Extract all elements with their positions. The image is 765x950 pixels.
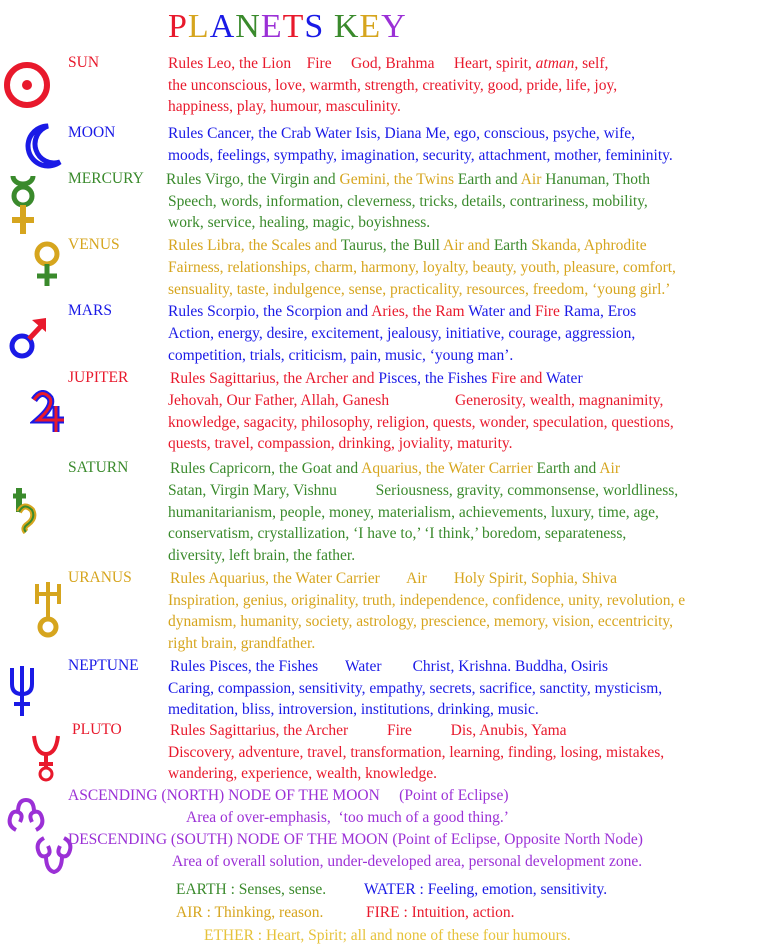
planet-name-saturn: SATURN	[68, 459, 129, 476]
north-node-line-1: ASCENDING (NORTH) NODE OF THE MOON (Point of Eclipse)	[68, 787, 509, 804]
pluto-line-1: Rules Sagittarius, the Archer Fire Dis, Anubis, Yama	[170, 722, 567, 739]
mercury-line-1: Rules Virgo, the Virgin and Gemini, the Twins Earth and Air Hanuman, Thoth	[166, 171, 651, 188]
title-letter	[324, 8, 334, 45]
planet-name-mars: MARS	[68, 302, 112, 319]
mars-line-2: Action, energy, desire, excitement, jealousy, initiative, courage, aggression,	[168, 325, 636, 342]
jupiter-line-1: Rules Sagittarius, the Archer and Pisces, the Fishes Fire and Water	[170, 370, 583, 387]
planet-name-mercury: MERCURY	[68, 170, 144, 187]
pluto-icon	[30, 732, 62, 782]
title-letter: P	[168, 8, 188, 45]
moon-icon	[18, 122, 66, 170]
title-letter: E	[359, 8, 382, 45]
uranus-line-3: dynamism, humanity, society, astrology, prescience, memory, vision, eccentricity,	[168, 613, 674, 630]
north-node-line-2: Area of over-emphasis, ‘too much of a good thing.’	[186, 809, 509, 826]
moon-line-1: Rules Cancer, the Crab Water Isis, Diana Me, ego, conscious, psyche, wife,	[168, 125, 636, 142]
title-letter: E	[260, 8, 283, 45]
north-node-icon	[6, 796, 46, 836]
planet-name-uranus: URANUS	[68, 569, 132, 586]
planet-name-moon: MOON	[68, 124, 116, 141]
mars-line-1: Rules Scorpio, the Scorpion and Aries, the Ram Water and Fire Rama, Eros	[168, 303, 637, 320]
saturn-line-3: humanitarianism, people, money, materialism, achievements, luxury, time, age,	[168, 504, 659, 521]
jupiter-icon	[30, 390, 68, 434]
mars-icon	[8, 314, 50, 360]
element-earth: EARTH : Senses, sense.	[176, 881, 327, 898]
south-node-line-2: Area of overall solution, under-developed area, personal development zone.	[172, 853, 643, 870]
page-title	[168, 8, 407, 46]
saturn-line-1: Rules Capricorn, the Goat and Aquarius, the Water Carrier Earth and Air	[170, 460, 620, 477]
element-water: WATER : Feeling, emotion, sensitivity.	[364, 881, 608, 898]
saturn-icon	[10, 484, 40, 534]
element-fire: FIRE : Intuition, action.	[366, 904, 515, 921]
element-ether: ETHER : Heart, Spirit; all and none of these four humours.	[204, 927, 571, 944]
neptune-line-2: Caring, compassion, sensitivity, empathy, secrets, sacrifice, sanctity, mysticism,	[168, 680, 663, 697]
title-letter: Y	[381, 8, 407, 45]
jupiter-line-3: knowledge, sagacity, philosophy, religion, quests, wonder, speculation, questions,	[168, 414, 674, 431]
title-letter: L	[187, 8, 210, 45]
mercury-line-3: work, service, healing, magic, boyishness.	[168, 214, 431, 231]
moon-line-2: moods, feelings, sympathy, imagination, security, attachment, mother, femininity.	[168, 147, 673, 164]
uranus-line-2: Inspiration, genius, originality, truth, independence, confidence, unity, revolution, e	[168, 592, 686, 609]
south-node-line-1: DESCENDING (SOUTH) NODE OF THE MOON (Point of Eclipse, Opposite North Node)	[68, 831, 643, 848]
title-letter: A	[209, 8, 236, 45]
neptune-icon	[8, 664, 36, 718]
planet-name-pluto: PLUTO	[72, 721, 122, 738]
saturn-line-2: Satan, Virgin Mary, Vishnu Seriousness, gravity, commonsense, worldliness,	[168, 482, 679, 499]
planet-name-sun: SUN	[68, 54, 100, 71]
title-letter: S	[304, 8, 325, 45]
mercury-icon	[6, 172, 40, 238]
jupiter-line-4: quests, travel, compassion, drinking, joviality, maturity.	[168, 435, 513, 452]
planet-name-jupiter: JUPITER	[68, 369, 129, 386]
mercury-line-2: Speech, words, information, cleverness, tricks, details, contrariness, mobility,	[168, 193, 648, 210]
saturn-line-5: diversity, left brain, the father.	[168, 547, 356, 564]
planet-name-venus: VENUS	[68, 236, 120, 253]
pluto-line-3: wandering, experience, wealth, knowledge.	[168, 765, 437, 782]
title-letter: N	[235, 8, 261, 45]
pluto-line-2: Discovery, adventure, travel, transformation, learning, finding, losing, mistakes,	[168, 744, 665, 761]
neptune-line-1: Rules Pisces, the Fishes Water Christ, Krishna. Buddha, Osiris	[170, 658, 609, 675]
element-air: AIR : Thinking, reason.	[176, 904, 324, 921]
title-letter: T	[282, 8, 305, 45]
jupiter-line-2: Jehovah, Our Father, Allah, Ganesh Generosity, wealth, magnanimity,	[168, 392, 664, 409]
neptune-line-3: meditation, bliss, introversion, institutions, drinking, music.	[168, 701, 539, 718]
sun-line-1: Rules Leo, the Lion Fire God, Brahma Heart, spirit, atman, self,	[168, 55, 609, 72]
sun-icon	[2, 60, 52, 110]
venus-line-3: sensuality, taste, indulgence, sense, practicality, resources, freedom, ‘young girl.’	[168, 281, 671, 298]
venus-icon	[32, 240, 62, 290]
title-letter: K	[333, 8, 360, 45]
sun-line-3: happiness, play, humour, masculinity.	[168, 98, 401, 115]
sun-line-2: the unconscious, love, warmth, strength, creativity, good, pride, life, joy,	[168, 77, 618, 94]
venus-line-2: Fairness, relationships, charm, harmony, loyalty, beauty, youth, pleasure, comfort,	[168, 259, 676, 276]
planet-name-neptune: NEPTUNE	[68, 657, 139, 674]
uranus-line-4: right brain, grandfather.	[168, 635, 316, 652]
saturn-line-4: conservatism, crystallization, ‘I have to,’ ‘I think,’ boredom, separateness,	[168, 525, 627, 542]
uranus-line-1: Rules Aquarius, the Water Carrier Air Holy Spirit, Sophia, Shiva	[170, 570, 618, 587]
mars-line-3: competition, trials, criticism, pain, music, ‘young man’.	[168, 347, 514, 364]
uranus-icon	[32, 580, 64, 640]
venus-line-1: Rules Libra, the Scales and Taurus, the Bull Air and Earth Skanda, Aphrodite	[168, 237, 647, 254]
